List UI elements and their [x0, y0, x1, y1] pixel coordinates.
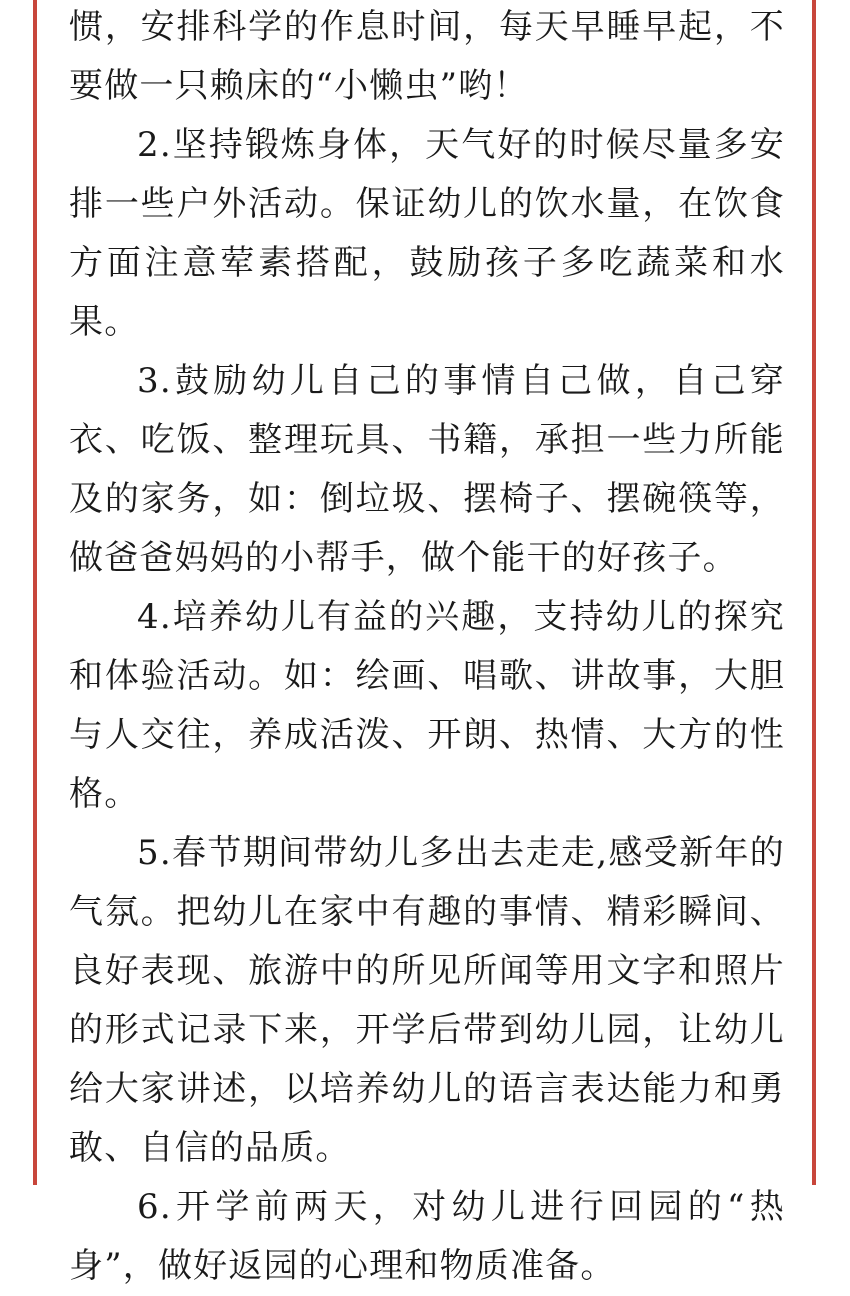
document-body	[69, 0, 785, 1296]
paragraph-item-2: 2.坚持锻炼身体，天气好的时候尽量多安排一些户外活动。保证幼儿的饮水量，在饮食方面注意荤素搭配，鼓励孩子多吃蔬菜和水果。	[69, 125, 785, 342]
right-border	[812, 0, 816, 1185]
paragraph-continued: 惯，安排科学的作息时间，每天早睡早起，不要做一只赖床的“小懒虫”哟！	[69, 7, 785, 106]
paragraph-item-4: 4.培养幼儿有益的兴趣，支持幼儿的探究和体验活动。如：绘画、唱歌、讲故事，大胆与人交往，养成活泼、开朗、热情、大方的性格。	[69, 597, 785, 814]
paragraph-item-6: 6.开学前两天，对幼儿进行回园的“热身”，做好返园的心理和物质准备。	[69, 1187, 785, 1286]
paragraph-item-3: 3.鼓励幼儿自己的事情自己做，自己穿衣、吃饭、整理玩具、书籍，承担一些力所能及的家务，如：倒垃圾、摆椅子、摆碗筷等，做爸爸妈妈的小帮手，做个能干的好孩子。	[69, 361, 785, 578]
paragraph-item-5: 5.春节期间带幼儿多出去走走,感受新年的气氛。把幼儿在家中有趣的事情、精彩瞬间、良好表现、旅游中的所见所闻等用文字和照片的形式记录下来，开学后带到幼儿园，让幼儿给大家讲述，以培养幼儿的语言表达能力和勇敢、自信的品质。	[69, 833, 785, 1168]
left-border	[33, 0, 37, 1185]
